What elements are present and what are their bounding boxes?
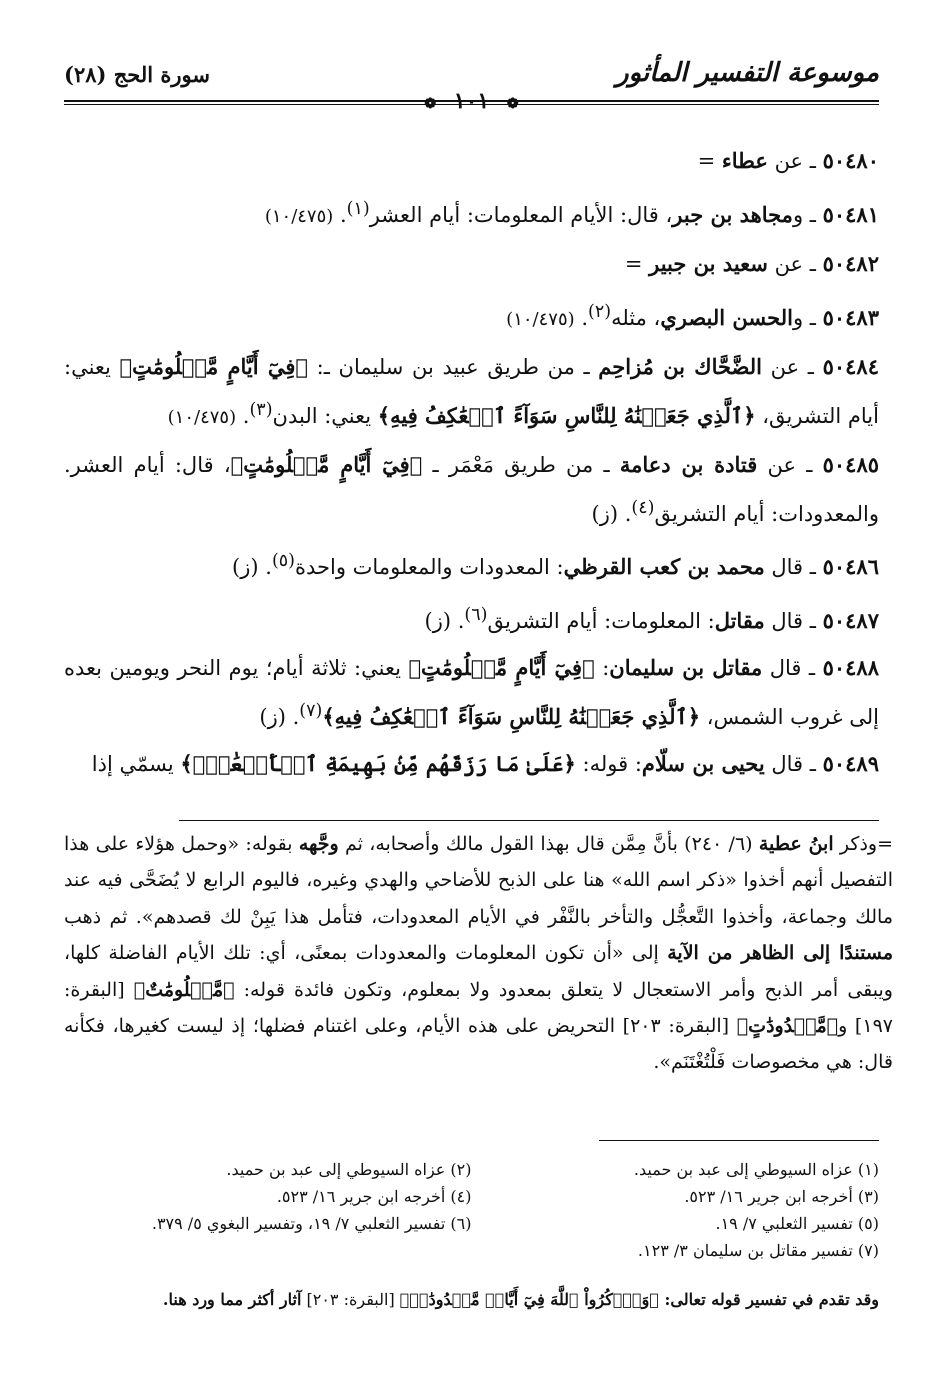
- entry-text: ـ من طريق عبيد بن سليمان ـ:: [308, 355, 599, 379]
- entry-number: ٥٠٤٨٦: [822, 554, 879, 579]
- emphasis-text: ﴿مَّعۡدُودَٰتٍ﴾: [736, 1015, 839, 1038]
- entry-text: [البقرة: ٢٠٣] التحريض على هذه الأيام، وعلى اغتنام فضلها؛ إذ ليست كغيرها، فكأنه قال: هي مخصوصات فَلْتُغْتَنَم».: [64, 1015, 893, 1074]
- entry-text: : المعلومات: أيام التشريق: [487, 608, 715, 633]
- entry-text: إلى «أن تكون المعلومات والمعدودات بمعنًى، أي: تلك الأيام الفاضلة كلها، ويبقى أمر الذبح وأمر الاستعجال لا يتعلق بمعدود ولا بمعلوم، وتكون فائدة قوله:: [64, 942, 893, 1001]
- emphasis-text: وجَّهه: [298, 833, 339, 855]
- narration-entry: [64, 140, 879, 183]
- narrator-name: الضَّحَّاك بن مُزاحِم: [598, 354, 763, 379]
- entry-text: ـ عن: [767, 149, 823, 173]
- entry-text: .: [574, 305, 588, 330]
- footnote-marker: (٣): [249, 399, 273, 420]
- narrator-name: مقاتل: [714, 607, 765, 633]
- entry-number: ٥٠٤٨٩: [822, 751, 879, 776]
- ornament-icon: ❁: [424, 96, 437, 112]
- quran-verse: ﴿عَلَىٰ مَا رَزَقَهُم مِّنۢ بَهِيمَةِ ٱلۡأَنۡعَٰمِۖ﴾: [180, 751, 576, 776]
- footnote-marker: (٥): [271, 551, 295, 571]
- footnote-marker: (٤): [631, 497, 655, 518]
- narration-entry: [64, 594, 879, 643]
- entry-number: ٥٠٤٨٨: [822, 655, 879, 680]
- entry-text: يعني: ثلاثة أيام؛ يوم النحر ويومين بعده إلى غروب الشمس،: [64, 656, 879, 729]
- narration-entry: [64, 188, 879, 239]
- entry-text: :: [594, 656, 610, 680]
- emphasis-text: ابنُ عطية: [758, 833, 834, 855]
- entry-text: ، قال: الأيام المعلومات: أيام العشر: [369, 202, 673, 227]
- narrator-name: سعيد بن جبير: [649, 251, 768, 276]
- entry-number: ٥٠٤٨٠: [822, 148, 879, 173]
- entry-text: ـ و: [792, 202, 823, 227]
- ornament-icon: ❁: [506, 96, 519, 112]
- footnote: (٢) عزاه السيوطي إلى عبد بن حميد.: [226, 1160, 472, 1179]
- narrator-name: مجاهد بن جبر: [672, 201, 793, 227]
- entry-text: . (ز): [259, 704, 300, 729]
- footnote: (٤) أخرجه ابن جرير ١٦/ ٥٢٣.: [276, 1187, 472, 1206]
- entry-text: ـ من طريق مَعْمَر ـ: [422, 453, 620, 477]
- footnotes: [64, 1156, 879, 1264]
- entry-number: ٥٠٤٨٢: [822, 251, 879, 276]
- narrator-name: محمد بن كعب القرظي: [563, 554, 765, 579]
- header-rule: [64, 100, 879, 102]
- note-verse: ﴿وَٱذۡكُرُواْ ٱللَّهَ فِيٓ أَيَّامٖ مَّعۡدُودَٰتٖ﴾: [399, 1290, 659, 1309]
- narration-entry: [64, 647, 879, 738]
- narration-entry: [64, 444, 879, 535]
- footnote: (١) عزاه السيوطي إلى عبد بن حميد.: [633, 1160, 879, 1179]
- entry-number: ٥٠٤٨٣: [822, 304, 879, 330]
- entry-text: يعني: البدن: [272, 403, 378, 428]
- entry-text: ـ عن: [767, 252, 823, 276]
- emphasis-text: مستندًا إلى الظاهر من الآية: [667, 942, 894, 965]
- narration-entry: [64, 540, 879, 589]
- entry-text: [البقرة: ١٩٧] و: [64, 978, 893, 1038]
- narration-entry: [64, 291, 879, 342]
- entry-text: =: [697, 149, 722, 173]
- entry-text: بقوله: «وحمل هؤلاء على هذا التفصيل أنهم أخذوا «ذكر اسم الله» هنا على الذبح للأضاحي والهدي وغيره، فاليوم الرابع لا يُضَحَّى فيه عند مالك وجماعة، وأخذوا التَّعجُّل والتأخر بالنَّفْر في الأيام المعدودات، فتأمل هذا يَبِنْ لك قصدهم». ثم ذهب: [64, 833, 893, 928]
- narration-entry: [64, 346, 879, 439]
- footnote-row: [64, 1183, 879, 1210]
- entry-text: ، مثله: [611, 305, 661, 330]
- note-lead: وقد تقدم في تفسير قوله تعالى:: [658, 1290, 879, 1309]
- quran-verse: ﴿فِيٓ أَيَّامٍ مَّعۡلُومَٰتٍ﴾: [230, 452, 423, 477]
- commentary-separator: [179, 820, 879, 821]
- entry-text: ـ عن: [762, 355, 823, 379]
- footnote-marker: (٧): [299, 700, 323, 721]
- narrator-name: قتادة بن دعامة: [619, 452, 758, 477]
- volume-reference: (١٠/٤٧٥): [264, 205, 334, 227]
- entry-text: : المعدودات والمعلومات واحدة: [295, 555, 564, 579]
- note-tail: آثار أكثر مما ورد هنا.: [162, 1290, 302, 1309]
- page-number: ١٠١: [453, 88, 490, 114]
- book-title: موسوعة التفسير المأثور: [616, 58, 879, 88]
- narrator-name: الحسن البصري: [660, 304, 793, 330]
- entry-text: =: [624, 252, 650, 276]
- narrator-name: عطاء: [721, 148, 768, 173]
- volume-reference: (١٠/٤٧٥): [506, 308, 575, 330]
- footnote-row: [64, 1156, 879, 1183]
- entry-number: ٥٠٤٨١: [822, 201, 879, 227]
- entry-number: ٥٠٤٨٤: [822, 354, 879, 379]
- entry-text: ـ و: [792, 305, 823, 330]
- commentary-block: [64, 826, 893, 1081]
- footnote-marker: (١): [346, 198, 370, 219]
- entry-text: . (ز): [232, 555, 272, 579]
- running-header: [64, 58, 879, 114]
- entry-text: يعني: أيام التشريق،: [64, 355, 879, 428]
- cross-reference-note: [64, 1286, 879, 1313]
- footnote-row: [64, 1210, 879, 1237]
- footnote: [64, 1237, 472, 1264]
- entry-number: ٥٠٤٨٧: [822, 607, 879, 633]
- entry-text: ـ قال: [762, 656, 823, 680]
- emphasis-text: ﴿مَّعۡلُومَٰتٌ﴾: [133, 978, 235, 1001]
- entry-text: ، قال: أيام العشر. والمعدودات: أيام التشريق: [64, 453, 879, 526]
- narrator-name: يحيى بن سلّام: [641, 751, 765, 776]
- entry-text: .: [333, 202, 347, 227]
- entry-text: ـ قال: [764, 608, 823, 633]
- volume-reference: (١٠/٤٧٥): [167, 406, 237, 428]
- quran-verse: ﴿فِيٓ أَيَّامٍ مَّعۡلُومَٰتٍ﴾: [408, 655, 595, 680]
- footnote-marker: (٦): [464, 604, 488, 625]
- entry-text: : قوله:: [575, 752, 642, 776]
- footnote-separator: [599, 1140, 879, 1141]
- header-rule-thin: [64, 104, 879, 105]
- entry-number: ٥٠٤٨٥: [822, 452, 880, 477]
- narrator-name: مقاتل بن سليمان: [609, 655, 763, 680]
- surah-label: سورة الحج (٢٨): [64, 62, 210, 87]
- footnote: (٣) أخرجه ابن جرير ١٦/ ٥٢٣.: [684, 1187, 879, 1206]
- footnote: (٥) تفسير الثعلبي ٧/ ١٩.: [715, 1214, 879, 1233]
- quran-verse: ﴿ٱلَّذِي جَعَلۡنَٰهُ لِلنَّاسِ سَوَآءً ٱلۡعَٰكِفُ فِيهِ﴾: [377, 402, 756, 428]
- quran-verse: ﴿ٱلَّذِي جَعَلۡنَٰهُ لِلنَّاسِ سَوَآءً ٱلۡعَٰكِفُ فِيهِ﴾: [322, 703, 701, 729]
- entry-text: =وذكر: [833, 833, 894, 855]
- entry-text: ـ قال: [764, 752, 823, 776]
- footnote: (٧) تفسير مقاتل بن سليمان ٣/ ١٢٣.: [637, 1241, 879, 1260]
- footnote: (٦) تفسير الثعلبي ٧/ ١٩، وتفسير البغوي ٥/ ٣٧٩.: [151, 1214, 472, 1233]
- entry-text: (٦/ ٢٤٠) بأنَّ مِمَّن قال بهذا القول مالك وأصحابه، ثم: [338, 833, 759, 855]
- quran-verse: ﴿فِيٓ أَيَّامٍ مَّعۡلُومَٰتٍ﴾: [119, 354, 309, 379]
- narration-entry: [64, 243, 879, 286]
- note-ref: [البقرة: ٢٠٣]: [301, 1290, 400, 1309]
- entry-text: .: [236, 403, 250, 428]
- entry-text: . (ز): [591, 501, 632, 526]
- narrations-list: [64, 140, 879, 791]
- entry-text: ـ عن: [757, 453, 823, 477]
- narration-entry: [64, 743, 879, 786]
- entry-text: ـ قال: [764, 555, 823, 579]
- entry-text: يسمّي إذا: [91, 752, 181, 776]
- footnote-marker: (٢): [588, 301, 612, 322]
- footnote-row: [64, 1237, 879, 1264]
- entry-text: . (ز): [424, 608, 465, 633]
